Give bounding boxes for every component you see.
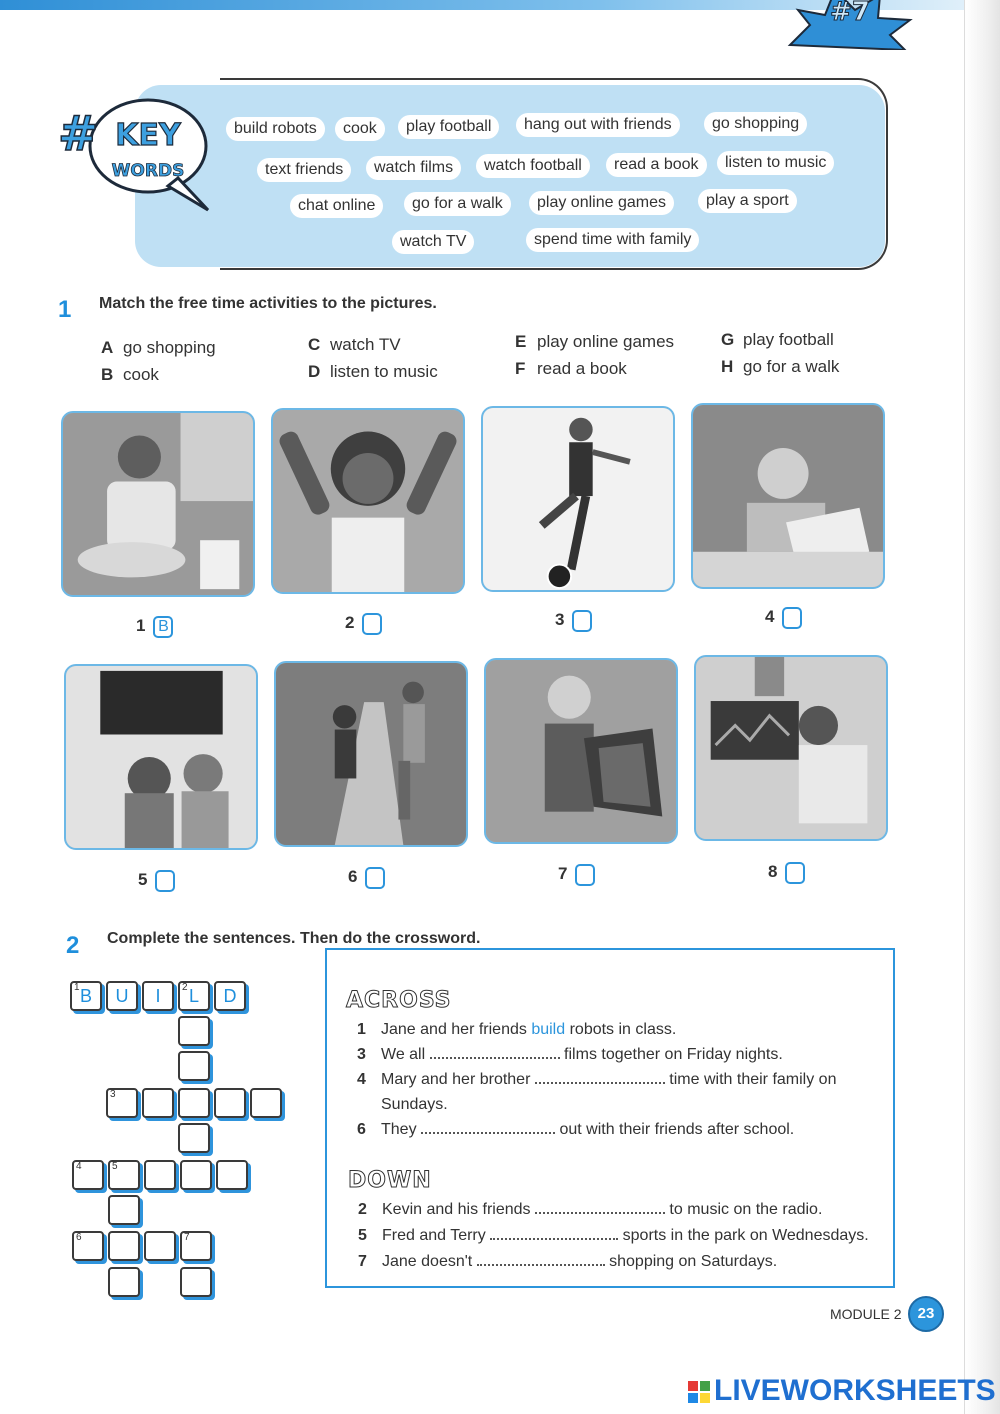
cell-letter: I bbox=[155, 986, 161, 1006]
keyword-pill: watch football bbox=[476, 154, 590, 178]
cell-letter: L bbox=[188, 986, 199, 1006]
answer-blank[interactable] bbox=[477, 1254, 605, 1266]
photo-girl-headphones bbox=[271, 408, 465, 594]
unit-number-badge bbox=[780, 0, 920, 50]
option-letter: A bbox=[101, 338, 114, 357]
clue-text: to music on the radio. bbox=[664, 1201, 823, 1218]
clue-number: 5 bbox=[358, 1227, 367, 1244]
keyword-pill: play online games bbox=[529, 191, 674, 215]
cell-number: 2 bbox=[182, 982, 188, 993]
clue-text: shopping on Saturdays. bbox=[604, 1253, 778, 1270]
crossword-cell[interactable] bbox=[178, 1088, 210, 1118]
exercise-1-instruction: Match the free time activities to the pictures. bbox=[99, 295, 437, 312]
option-text: go shopping bbox=[123, 338, 216, 357]
crossword-cell[interactable] bbox=[178, 1123, 210, 1153]
clue-text: sports in the park on Wednesdays. bbox=[618, 1227, 869, 1244]
keyword-pill: go shopping bbox=[704, 112, 807, 136]
keyword-pill: read a book bbox=[606, 153, 707, 177]
option-a bbox=[101, 338, 216, 358]
option-letter: F bbox=[515, 359, 526, 378]
cell-number: 5 bbox=[112, 1161, 118, 1172]
crossword-cell[interactable] bbox=[178, 1051, 210, 1081]
down-clue-5 bbox=[358, 1227, 869, 1245]
crossword-cell[interactable] bbox=[178, 1016, 210, 1046]
crossword-cell[interactable] bbox=[180, 1160, 212, 1190]
crossword-cell[interactable] bbox=[214, 981, 246, 1011]
picture-number: 6 bbox=[348, 867, 358, 887]
crossword-cell[interactable] bbox=[180, 1267, 212, 1297]
picture-number: 7 bbox=[558, 864, 568, 884]
liveworksheets-brand bbox=[688, 1374, 996, 1408]
clue-text: They bbox=[381, 1121, 422, 1138]
crossword-cell[interactable] bbox=[144, 1160, 176, 1190]
photo-girl-shopping bbox=[484, 658, 678, 844]
option-f bbox=[515, 359, 627, 379]
clue-text: time with their family on bbox=[664, 1071, 837, 1088]
cell-letter: B bbox=[79, 986, 92, 1006]
across-heading: ACROSS bbox=[346, 988, 452, 1013]
keyword-pill: chat online bbox=[290, 194, 383, 218]
picture-number: 1 bbox=[136, 616, 146, 636]
clue-number: 1 bbox=[357, 1021, 366, 1038]
option-text: watch TV bbox=[330, 335, 401, 354]
photo-kids-watching-tv bbox=[64, 664, 258, 850]
answer-box[interactable] bbox=[785, 862, 805, 884]
picture-number: 8 bbox=[768, 862, 778, 882]
exercise-2-instruction: Complete the sentences. Then do the crossword. bbox=[107, 930, 481, 947]
exercise-2-number: 2 bbox=[66, 932, 80, 959]
crossword-cell[interactable] bbox=[108, 1267, 140, 1297]
picture-6-answer bbox=[348, 867, 385, 889]
unit-number-text: #7 bbox=[830, 0, 870, 27]
clue-text: robots in class. bbox=[565, 1021, 677, 1038]
picture-5-answer bbox=[138, 870, 175, 892]
answer-box[interactable] bbox=[155, 870, 175, 892]
picture-number: 3 bbox=[555, 610, 565, 630]
photo-boy-football bbox=[481, 406, 675, 592]
page-number-badge: 23 bbox=[908, 1296, 944, 1332]
crossword-cell[interactable] bbox=[144, 1231, 176, 1261]
option-text: read a book bbox=[537, 359, 627, 378]
crossword-cell[interactable] bbox=[72, 1160, 104, 1190]
clue-number: 2 bbox=[358, 1201, 367, 1218]
option-text: listen to music bbox=[330, 362, 438, 381]
clue-text: Fred and Terry bbox=[382, 1227, 491, 1244]
picture-7-answer bbox=[558, 864, 595, 886]
photo-girl-reading bbox=[691, 403, 885, 589]
clue-text: Mary and her brother bbox=[381, 1071, 535, 1088]
clue-number: 4 bbox=[357, 1071, 366, 1088]
words-title: WORDS bbox=[111, 161, 185, 181]
clue-number: 6 bbox=[357, 1121, 366, 1138]
across-clue-3 bbox=[357, 1046, 783, 1064]
option-text: play online games bbox=[537, 332, 675, 351]
clue-text: Kevin and his friends bbox=[382, 1201, 535, 1218]
clue-answer[interactable]: build bbox=[531, 1021, 566, 1038]
cell-number: 6 bbox=[76, 1232, 82, 1243]
answer-blank[interactable] bbox=[535, 1202, 665, 1214]
answer-box[interactable] bbox=[365, 867, 385, 889]
picture-number: 2 bbox=[345, 613, 355, 633]
photo-family-walking bbox=[274, 661, 468, 847]
module-label: MODULE 2 bbox=[830, 1306, 902, 1322]
crossword-cell[interactable] bbox=[108, 1160, 140, 1190]
cell-letter: D bbox=[223, 986, 237, 1006]
photo-boy-gaming bbox=[694, 655, 888, 841]
keyword-pill: hang out with friends bbox=[516, 113, 680, 137]
photo-boy-cooking bbox=[61, 411, 255, 597]
down-clue-2 bbox=[358, 1201, 822, 1219]
picture-number: 4 bbox=[765, 607, 775, 627]
answer-blank[interactable] bbox=[535, 1072, 665, 1084]
crossword-cell[interactable] bbox=[108, 1231, 140, 1261]
down-heading: DOWN bbox=[348, 1168, 432, 1193]
down-clue-7 bbox=[358, 1253, 777, 1271]
picture-8-answer bbox=[768, 862, 805, 884]
option-letter: C bbox=[308, 335, 321, 354]
keyword-pill: play football bbox=[398, 115, 499, 139]
answer-box[interactable] bbox=[572, 610, 592, 632]
clue-text: We all bbox=[381, 1046, 430, 1063]
crossword-cell[interactable] bbox=[70, 981, 102, 1011]
option-g bbox=[721, 330, 834, 350]
cell-number: 1 bbox=[74, 982, 80, 993]
hash-symbol: # bbox=[58, 106, 99, 162]
across-clue-4 bbox=[357, 1071, 836, 1089]
clue-text: Jane doesn't bbox=[382, 1253, 477, 1270]
picture-2-answer bbox=[345, 613, 382, 635]
option-e bbox=[515, 332, 674, 352]
across-clue-6 bbox=[357, 1121, 794, 1139]
crossword-cell[interactable] bbox=[180, 1231, 212, 1261]
across-clue-1 bbox=[357, 1021, 676, 1039]
option-c bbox=[308, 335, 401, 355]
keyword-pill: listen to music bbox=[717, 151, 834, 175]
keyword-pill: cook bbox=[335, 117, 385, 141]
option-letter: B bbox=[101, 365, 114, 384]
keyword-pill: watch TV bbox=[392, 230, 474, 254]
crossword-cell[interactable] bbox=[142, 1088, 174, 1118]
picture-3-answer bbox=[555, 610, 592, 632]
crossword-cell[interactable] bbox=[106, 1088, 138, 1118]
keyword-pill: text friends bbox=[257, 158, 351, 182]
option-d bbox=[308, 362, 438, 382]
across-clue-4-continued: Sundays. bbox=[381, 1096, 448, 1113]
key-words-badge bbox=[48, 88, 218, 213]
option-b bbox=[101, 365, 159, 385]
option-text: play football bbox=[743, 330, 834, 349]
clue-number: 7 bbox=[358, 1253, 367, 1270]
crossword-cell[interactable] bbox=[216, 1160, 248, 1190]
crossword-cell[interactable] bbox=[142, 981, 174, 1011]
cell-number: 3 bbox=[110, 1089, 116, 1100]
keyword-pill: go for a walk bbox=[404, 192, 511, 216]
crossword-cell[interactable] bbox=[106, 981, 138, 1011]
keyword-pill: spend time with family bbox=[526, 228, 699, 252]
answer-blank[interactable] bbox=[430, 1047, 560, 1059]
crossword-cell[interactable] bbox=[250, 1088, 282, 1118]
option-text: go for a walk bbox=[743, 357, 840, 376]
option-letter: D bbox=[308, 362, 321, 381]
picture-4-answer bbox=[765, 607, 802, 629]
option-letter: G bbox=[721, 330, 735, 349]
page-edge-shadow bbox=[964, 0, 1000, 1414]
clue-text: films together on Friday nights. bbox=[559, 1046, 783, 1063]
cell-letter: U bbox=[115, 986, 129, 1006]
clue-text: Jane and her friends bbox=[381, 1021, 532, 1038]
crossword-cell[interactable] bbox=[72, 1231, 104, 1261]
clue-number: 3 bbox=[357, 1046, 366, 1063]
exercise-1-number: 1 bbox=[58, 296, 72, 323]
option-letter: E bbox=[515, 332, 527, 351]
crossword-cell[interactable] bbox=[108, 1195, 140, 1225]
option-letter: H bbox=[721, 357, 734, 376]
keyword-pill: watch films bbox=[366, 156, 461, 180]
crossword-cell[interactable] bbox=[214, 1088, 246, 1118]
cell-number: 7 bbox=[184, 1232, 190, 1243]
keyword-pill: build robots bbox=[226, 117, 325, 141]
answer-box[interactable]: B bbox=[153, 616, 173, 638]
picture-number: 5 bbox=[138, 870, 148, 890]
keyword-pill: play a sport bbox=[698, 189, 797, 213]
key-title: KEY bbox=[115, 118, 181, 153]
answer-blank[interactable] bbox=[490, 1228, 618, 1240]
answer-box[interactable] bbox=[575, 864, 595, 886]
option-h bbox=[721, 357, 839, 377]
option-text: cook bbox=[123, 365, 159, 384]
brand-text: LIVEWORKSHEETS bbox=[714, 1374, 996, 1407]
liveworksheets-logo-icon bbox=[688, 1381, 710, 1403]
clue-text: out with their friends after school. bbox=[555, 1121, 795, 1138]
answer-blank[interactable] bbox=[421, 1122, 555, 1134]
answer-box[interactable] bbox=[362, 613, 382, 635]
picture-1-answer bbox=[136, 616, 173, 638]
crossword-cell[interactable] bbox=[178, 981, 210, 1011]
cell-number: 4 bbox=[76, 1161, 82, 1172]
answer-box[interactable] bbox=[782, 607, 802, 629]
